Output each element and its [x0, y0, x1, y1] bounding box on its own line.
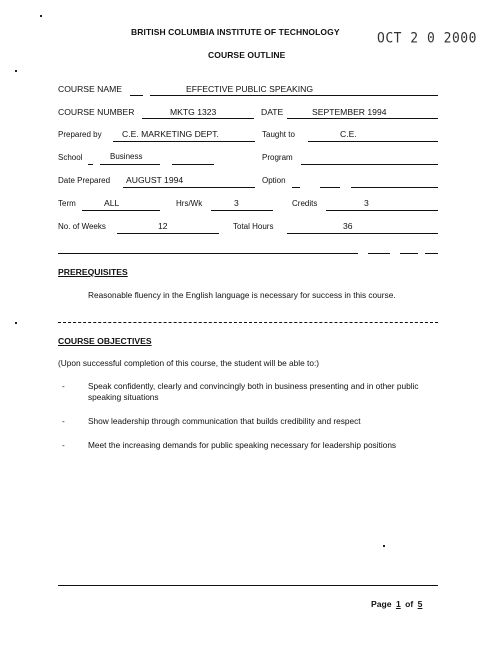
scan-speck — [383, 545, 385, 547]
section-divider — [368, 253, 390, 254]
underline — [117, 233, 219, 234]
hrs-wk-label: Hrs/Wk — [176, 199, 203, 208]
taught-to-value: C.E. — [340, 129, 357, 139]
institute-name: BRITISH COLUMBIA INSTITUTE OF TECHNOLOGY — [131, 27, 340, 37]
credits-value: 3 — [364, 198, 369, 208]
objectives-intro: (Upon successful completion of this course, the student will be able to:) — [58, 358, 320, 368]
course-name-value: EFFECTIVE PUBLIC SPEAKING — [186, 84, 314, 94]
page-number: 1 — [395, 599, 401, 609]
prerequisites-text: Reasonable fluency in the English language is necessary for success in this course. — [88, 290, 396, 300]
date-prepared-label: Date Prepared — [58, 176, 111, 185]
term-label: Term — [58, 199, 76, 208]
bullet-dash: - — [62, 416, 65, 426]
underline — [301, 164, 438, 165]
received-date-stamp: OCT 2 0 2000 — [377, 30, 477, 47]
taught-to-label: Taught to — [262, 130, 295, 139]
scan-speck — [40, 15, 42, 17]
underline — [142, 118, 254, 119]
section-divider — [58, 253, 358, 254]
footer-rule — [58, 585, 438, 586]
date-prepared-value: AUGUST 1994 — [126, 175, 184, 185]
page-indicator — [371, 599, 424, 609]
page-label: Page — [371, 599, 392, 609]
prerequisites-heading: PREREQUISITES — [58, 267, 128, 277]
section-divider — [425, 253, 438, 254]
credits-label: Credits — [292, 199, 318, 208]
objective-item: Show leadership through communication that builds credibility and respect — [88, 416, 361, 426]
underline — [287, 118, 438, 119]
underline — [287, 233, 438, 234]
document-title: COURSE OUTLINE — [208, 50, 286, 60]
underline — [211, 210, 273, 211]
underline — [308, 141, 438, 142]
course-name-label: COURSE NAME — [58, 84, 122, 94]
objective-item: Meet the increasing demands for public speaking necessary for leadership positions — [88, 440, 397, 450]
underline — [130, 95, 143, 96]
course-number-value: MKTG 1323 — [170, 107, 217, 117]
total-hours-label: Total Hours — [233, 222, 274, 231]
bullet-dash: - — [62, 440, 65, 450]
of-label: of — [405, 599, 414, 609]
underline — [150, 95, 438, 96]
underline — [172, 164, 214, 165]
scan-speck — [15, 322, 17, 324]
section-divider — [58, 322, 438, 323]
date-value: SEPTEMBER 1994 — [312, 107, 387, 117]
underline — [326, 210, 438, 211]
weeks-label: No. of Weeks — [58, 222, 106, 231]
section-divider — [400, 253, 418, 254]
prepared-by-label: Prepared by — [58, 130, 102, 139]
objective-item: Speak confidently, clearly and convincingly both in business presenting and in other public speaking situations — [88, 381, 419, 402]
prepared-by-value: C.E. MARKETING DEPT. — [122, 129, 219, 139]
course-number-label: COURSE NUMBER — [58, 107, 135, 117]
total-hours-value: 36 — [343, 221, 353, 231]
underline — [100, 164, 160, 165]
page-total: 5 — [417, 599, 423, 609]
date-label: DATE — [261, 107, 284, 117]
option-label: Option — [262, 176, 286, 185]
underline — [82, 210, 160, 211]
school-label: School — [58, 153, 83, 162]
underline — [351, 187, 438, 188]
school-value: Business — [110, 152, 143, 161]
hrs-wk-value: 3 — [234, 198, 239, 208]
objectives-heading: COURSE OBJECTIVES — [58, 336, 152, 346]
weeks-value: 12 — [158, 221, 168, 231]
bullet-dash: - — [62, 381, 65, 391]
scan-speck — [15, 70, 17, 72]
underline — [320, 187, 340, 188]
underline — [113, 141, 255, 142]
program-label: Program — [262, 153, 293, 162]
underline — [88, 164, 93, 165]
underline — [292, 187, 300, 188]
term-value: ALL — [104, 198, 120, 208]
underline — [123, 187, 255, 188]
